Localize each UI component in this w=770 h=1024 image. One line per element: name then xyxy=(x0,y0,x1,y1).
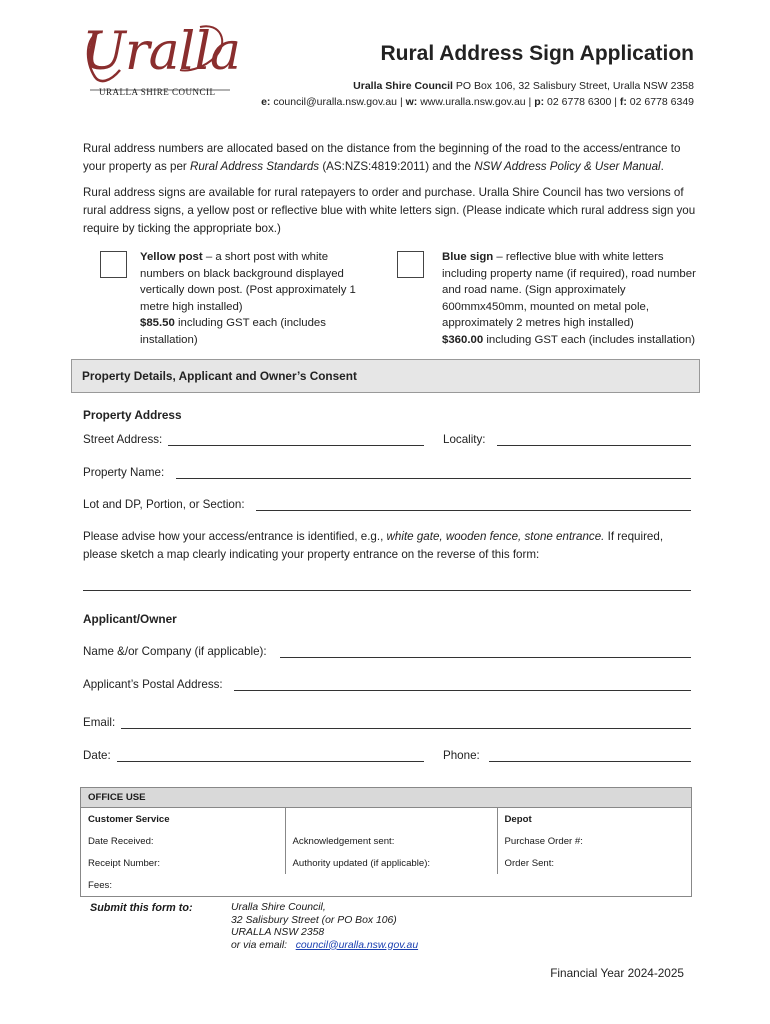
submit-address xyxy=(231,902,418,952)
locality-label: Locality: xyxy=(443,433,486,446)
blue-sign-desc: – reflective blue with white letters including property name (if required), road number and road name. (Sign approximately 600mmx450mm, mounted on metal pole, approximately 2 metres high installed) xyxy=(442,251,696,329)
property-name-label: Property Name: xyxy=(83,466,165,479)
intro-standard: Rural Address Standards xyxy=(189,160,320,173)
council-address-line xyxy=(353,80,694,92)
fees-cell: Fees: xyxy=(88,879,112,891)
receipt-number-cell: Receipt Number: xyxy=(81,852,285,874)
logo-subtitle: URALLA SHIRE COUNCIL xyxy=(99,87,216,97)
submit-email-link[interactable]: council@uralla.nsw.gov.au xyxy=(295,939,419,951)
yellow-post-checkbox[interactable] xyxy=(100,251,127,278)
submit-address-line: URALLA NSW 2358 xyxy=(231,927,325,938)
intro-policy: NSW Address Policy & User Manual xyxy=(474,160,661,173)
financial-year: Financial Year 2024-2025 xyxy=(550,966,684,980)
council-email: council@uralla.nsw.gov.au xyxy=(273,96,398,108)
submit-email-line xyxy=(231,940,418,953)
email-label-field: Email: xyxy=(83,716,116,729)
intro-text: Rural address numbers are allocated based on the distance from the beginning of the road to the access/entrance to your property as per xyxy=(83,142,681,173)
customer-service-heading: Customer Service xyxy=(81,808,285,830)
name-company-field[interactable] xyxy=(280,657,691,658)
access-text: If required, please sketch a map clearly indicating your property entrance on the reverse of this form: xyxy=(83,530,664,561)
acknowledgement-sent-cell: Acknowledgement sent: xyxy=(285,830,497,852)
lot-dp-label: Lot and DP, Portion, or Section: xyxy=(83,498,245,511)
lot-dp-field[interactable] xyxy=(256,510,691,511)
order-sent-cell: Order Sent: xyxy=(504,857,555,869)
date-received-cell: Date Received: xyxy=(81,830,285,852)
council-name: Uralla Shire Council xyxy=(353,80,453,92)
page-title: Rural Address Sign Application xyxy=(380,42,694,65)
intro-text: (AS:NZS:4819:2011) and the xyxy=(319,160,475,173)
authority-updated-cell: Authority updated (if applicable): xyxy=(285,852,497,874)
access-text: Please advise how your access/entrance is identified, e.g., xyxy=(83,530,387,543)
web-label: w: xyxy=(405,96,418,108)
phone-label: p: xyxy=(534,96,545,108)
section-header: Property Details, Applicant and Owner’s Consent xyxy=(71,359,700,393)
office-use-table xyxy=(80,787,692,897)
locality-field[interactable] xyxy=(497,445,691,446)
council-address: PO Box 106, 32 Salisbury Street, Uralla NSW 2358 xyxy=(455,80,694,92)
council-phone: 02 6778 6300 xyxy=(547,96,612,108)
blue-sign-price-suffix: including GST each (includes installation) xyxy=(483,333,696,346)
depot-heading: Depot xyxy=(504,813,532,825)
submit-address-line: Uralla Shire Council, xyxy=(231,902,326,913)
yellow-post-option xyxy=(140,249,372,348)
logo-wordmark: Uralla xyxy=(82,22,240,82)
blue-sign-option xyxy=(442,249,710,348)
intro-text: . xyxy=(660,160,664,173)
postal-address-label: Applicant’s Postal Address: xyxy=(83,678,223,691)
phone-label-field: Phone: xyxy=(443,749,480,762)
access-instructions xyxy=(83,528,699,564)
submit-address-line: 32 Salisbury Street (or PO Box 106) xyxy=(231,914,397,926)
access-description-field[interactable] xyxy=(83,590,691,591)
email-field[interactable] xyxy=(121,728,691,729)
contact-line: e: council@uralla.nsw.gov.au | w: www.uralla.nsw.gov.au | p: 02 6778 6300 | f: 02 6778 6349 xyxy=(261,96,694,108)
blue-sign-title: Blue sign xyxy=(442,251,494,263)
office-use-heading: OFFICE USE xyxy=(81,788,691,808)
yellow-post-price: $85.50 xyxy=(140,317,175,329)
blue-sign-checkbox[interactable] xyxy=(397,251,424,278)
council-website: www.uralla.nsw.gov.au xyxy=(420,96,526,108)
intro-paragraph-2: Rural address signs are available for rural ratepayers to order and purchase. Uralla Shire Council has two versions of rural address signs, a yellow post or reflective blue with white letters sign. (Please indicate which rural address sign you require by ticking the appropriate box.) xyxy=(83,186,696,235)
postal-address-field[interactable] xyxy=(234,690,691,691)
name-company-label: Name &/or Company (if applicable): xyxy=(83,645,267,658)
office-empty-cell xyxy=(285,808,497,830)
yellow-post-price-suffix: including GST each (includes installation) xyxy=(140,317,326,346)
property-name-field[interactable] xyxy=(176,478,691,479)
intro-paragraph-1 xyxy=(83,140,699,176)
yellow-post-title: Yellow post xyxy=(140,251,203,263)
fax-label: f: xyxy=(619,96,627,108)
purchase-order-cell: Purchase Order #: xyxy=(504,835,583,847)
blue-sign-price: $360.00 xyxy=(442,333,484,346)
phone-field[interactable] xyxy=(489,761,691,762)
council-fax: 02 6778 6349 xyxy=(629,96,694,108)
date-field[interactable] xyxy=(117,761,424,762)
access-examples: white gate, wooden fence, stone entrance. xyxy=(386,530,605,543)
applicant-heading: Applicant/Owner xyxy=(83,612,177,626)
yellow-post-desc: – a short post with white numbers on black background displayed vertically down post. (Post approximately 1 metre high installed) xyxy=(140,251,356,313)
email-label: e: xyxy=(261,96,271,108)
street-address-label: Street Address: xyxy=(83,433,163,446)
submit-label: Submit this form to: xyxy=(90,902,193,914)
street-address-field[interactable] xyxy=(168,445,424,446)
date-label: Date: xyxy=(83,749,111,762)
submit-email-prefix: or via email: xyxy=(231,939,296,951)
property-address-heading: Property Address xyxy=(83,408,182,422)
